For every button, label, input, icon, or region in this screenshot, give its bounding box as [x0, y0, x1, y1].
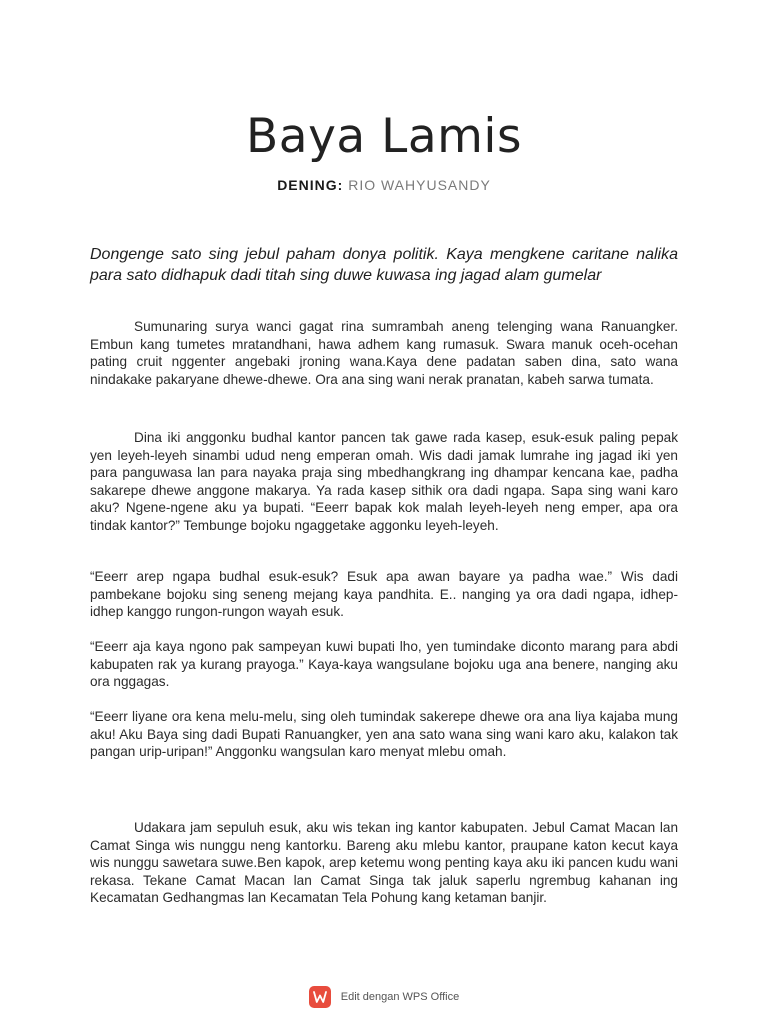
wps-office-icon	[309, 986, 331, 1008]
edit-with-wps-label[interactable]: Edit dengan WPS Office	[340, 991, 460, 1003]
byline	[0, 176, 768, 194]
body-paragraph-3: “Eeerr arep ngapa budhal esuk-esuk? Esuk apa awan bayare ya padha wae.” Wis dadi pambekane bojoku sing seneng mejang kaya pandhita. E.. nanging ya ora dadi ngapa, idhep-idhep kanggo rungon-rungon wayah esuk.	[90, 569, 678, 619]
body-paragraph-2: Dina iki anggonku budhal kantor pancen tak gawe rada kasep, esuk-esuk paling pepak yen leyeh-leyeh sinambi udud neng emperan omah. Wis dadi jamak lumrahe ing jagad iki yen para panguwasa lan para nayaka praja sing mbedhangkrang ing dhampar kencana kae, padha sakarepe dhewe anggone makarya. Ya rada kasep sithik ora dadi ngapa. Sapa sing wani karo aku? Ngene-ngene aku ya bupati. “Eeerr bapak kok malah leyeh-leyeh neng emper, apa ora tindak kantor?” Tembunge bojoku ngaggetake aggonku leyeh-leyeh.	[90, 430, 678, 533]
byline-author: RIO WAHYUSANDY	[348, 177, 491, 193]
body-paragraph-6: Udakara jam sepuluh esuk, aku wis tekan ing kantor kabupaten. Jebul Camat Macan lan Camat Singa wis nunggu neng kantorku. Bareng aku mlebu kantor, praupane katon kecut kaya wis nunggu sawetara suwe.Ben kapok, arep ketemu wong penting kaya aku iki pancen kudu wani rekasa. Tekane Camat Macan lan Camat Singa tak jaluk saperlu ngrembug kahanan ing Kecamatan Gedhangmas lan Kecamatan Tela Pohung kang ketaman banjir.	[90, 820, 678, 905]
body-paragraph-4: “Eeerr aja kaya ngono pak sampeyan kuwi bupati lho, yen tumindake diconto marang para abdi kabupaten rak ya kurang prayoga.” Kaya-kaya wangsulane bojoku uga ana benere, nanging aku ora nggagas.	[90, 639, 678, 689]
wps-w-glyph	[313, 991, 327, 1003]
body-paragraph-5: “Eeerr liyane ora kena melu-melu, sing oleh tumindak sakerepe dhewe ora ana liya kajaba mung aku! Aku Baya sing dadi Bupati Ranuangker, yen ana sato wana sing wani karo aku, kalakon tak pangan urip-uripan!” Anggonku wangsulan karo menyat mlebu omah.	[90, 709, 678, 759]
body-paragraph-1: Sumunaring surya wanci gagat rina sumrambah aneng telenging wana Ranuangker. Embun kang tumetes mratandhani, hawa adhem kang rumasuk. Swara manuk oceh-ocehan pating cruit nggenter angebaki jroning wana.Kaya dene padatan saben dina, sato wana nindakake pakaryane dhewe-dhewe. Ora ana sing wani nerak pranatan, kabeh sarwa tumata.	[90, 319, 678, 387]
lead-paragraph: Dongenge sato sing jebul paham donya politik. Kaya mengkene caritane nalika para sato didhapuk dadi titah sing duwe kuwasa ing jagad alam gumelar	[90, 246, 678, 284]
byline-label: DENING:	[277, 177, 344, 193]
footer-wps-edit[interactable]	[0, 986, 768, 1008]
document-title: Baya Lamis	[246, 109, 522, 164]
